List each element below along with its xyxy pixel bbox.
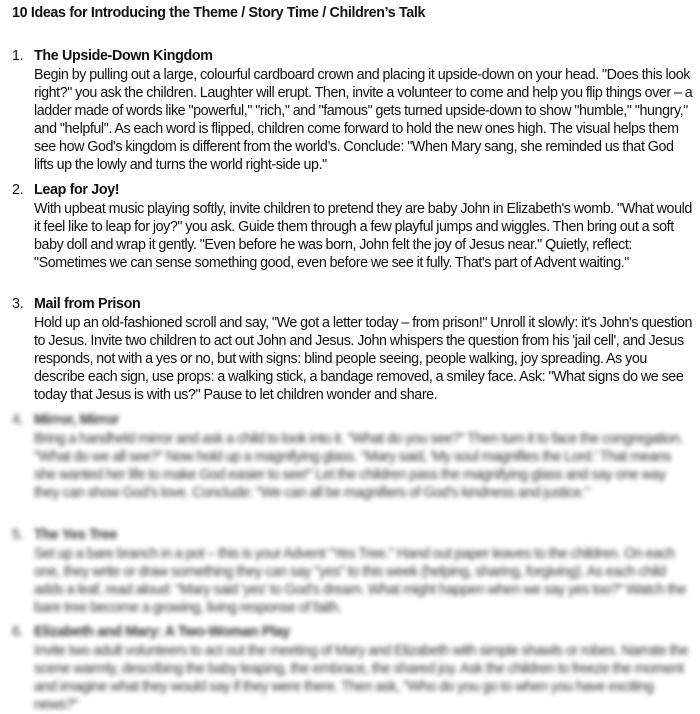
idea-title: The Upside-Down Kingdom [34,48,213,64]
idea-body: Bring a handheld mirror and ask a child to look into it. "What do you see?" Then turn it to face the congregation. "What do we all see?" Now hold up a magnifying glass. "Mary said, 'My soul magnifies the Lord.' That means she wanted her life to make God easier to see!" Let the children pass the magnifying glass and say one way they can show God’s love. Conclude: "We can all be magnifiers of God’s kindness and justice." [34,431,684,501]
list-number: 4. [12,412,24,428]
list-number: 3. [12,296,24,312]
idea-body: Invite two adult volunteers to act out the meeting of Mary and Elizabeth with simple shawls or robes. Narrate the scene warmly, describing the baby leaping, the embrace, the shared joy. Ask the children to freeze the moment and imagine what they would say if they were there. Then ask, "Who do you go to when you have exciting news?" [34,643,689,713]
document-title: 10 Ideas for Introducing the Theme / Story Time / Children’s Talk [12,5,426,21]
list-number: 6. [12,624,24,640]
idea-title: Leap for Joy! [34,182,120,198]
idea-body: Begin by pulling out a large, colourful cardboard crown and placing it upside-down on your head. "Does this look right?" you ask the children. Laughter will erupt. Then, invite a volunteer to come and help you flip things over – a ladder made of words like "powerful," "rich," and "famous" gets turned upside-down to show "humble," "hungry," and "helpful". As each word is flipped, children come forward to hold the new ones high. The visual helps them see how God's kingdom is different from the world’s. Conclude: "When Mary sang, she reminded us that God lifts up the lowly and turns the world right-side up." [34,67,693,173]
idea-title: The Yes Tree [34,527,117,543]
idea-body: With upbeat music playing softly, invite children to pretend they are baby John in Elizabeth's womb. "What would it feel like to leap for joy?" you ask. Guide them through a few playful jumps and wiggles. Then bring out a soft baby doll and wrap it gently. "Even before he was born, John felt the joy of Jesus near." Quietly, reflect: "Sometimes we can sense something good, even before we see it fully. That's part of Advent waiting." [34,201,692,271]
idea-body: Hold up an old-fashioned scroll and say, "We got a letter today – from prison!" Unroll it slowly: it's John's question to Jesus. Invite two children to act out John and Jesus. John whispers the question from his 'jail cell', and Jesus responds, not with a yes or no, but with signs: blind people seeing, people walking, joy spreading. As you describe each sign, use props: a walking stick, a bandage removed, a smiley face. Ask: "What signs do we see today that Jesus is with us?" Pause to let children wonder and share. [34,315,693,403]
idea-body: Set up a bare branch in a pot – this is your Advent "Yes Tree." Hand out paper leaves to the children. On each one, they write or draw something they can say "yes" to this week (helping, sharing, forgiving). As each child adds a leaf, read aloud: "Mary said 'yes' to God’s dream. What might happen when we say yes too?" Watch the bare tree become a growing, living response of faith. [34,546,687,616]
idea-title: Mail from Prison [34,296,141,312]
idea-title: Mirror, Mirror [34,412,119,428]
list-number: 2. [12,182,24,198]
list-number: 1. [12,48,24,64]
idea-title: Elizabeth and Mary: A Two-Woman Play [34,624,290,640]
list-number: 5. [12,527,24,543]
